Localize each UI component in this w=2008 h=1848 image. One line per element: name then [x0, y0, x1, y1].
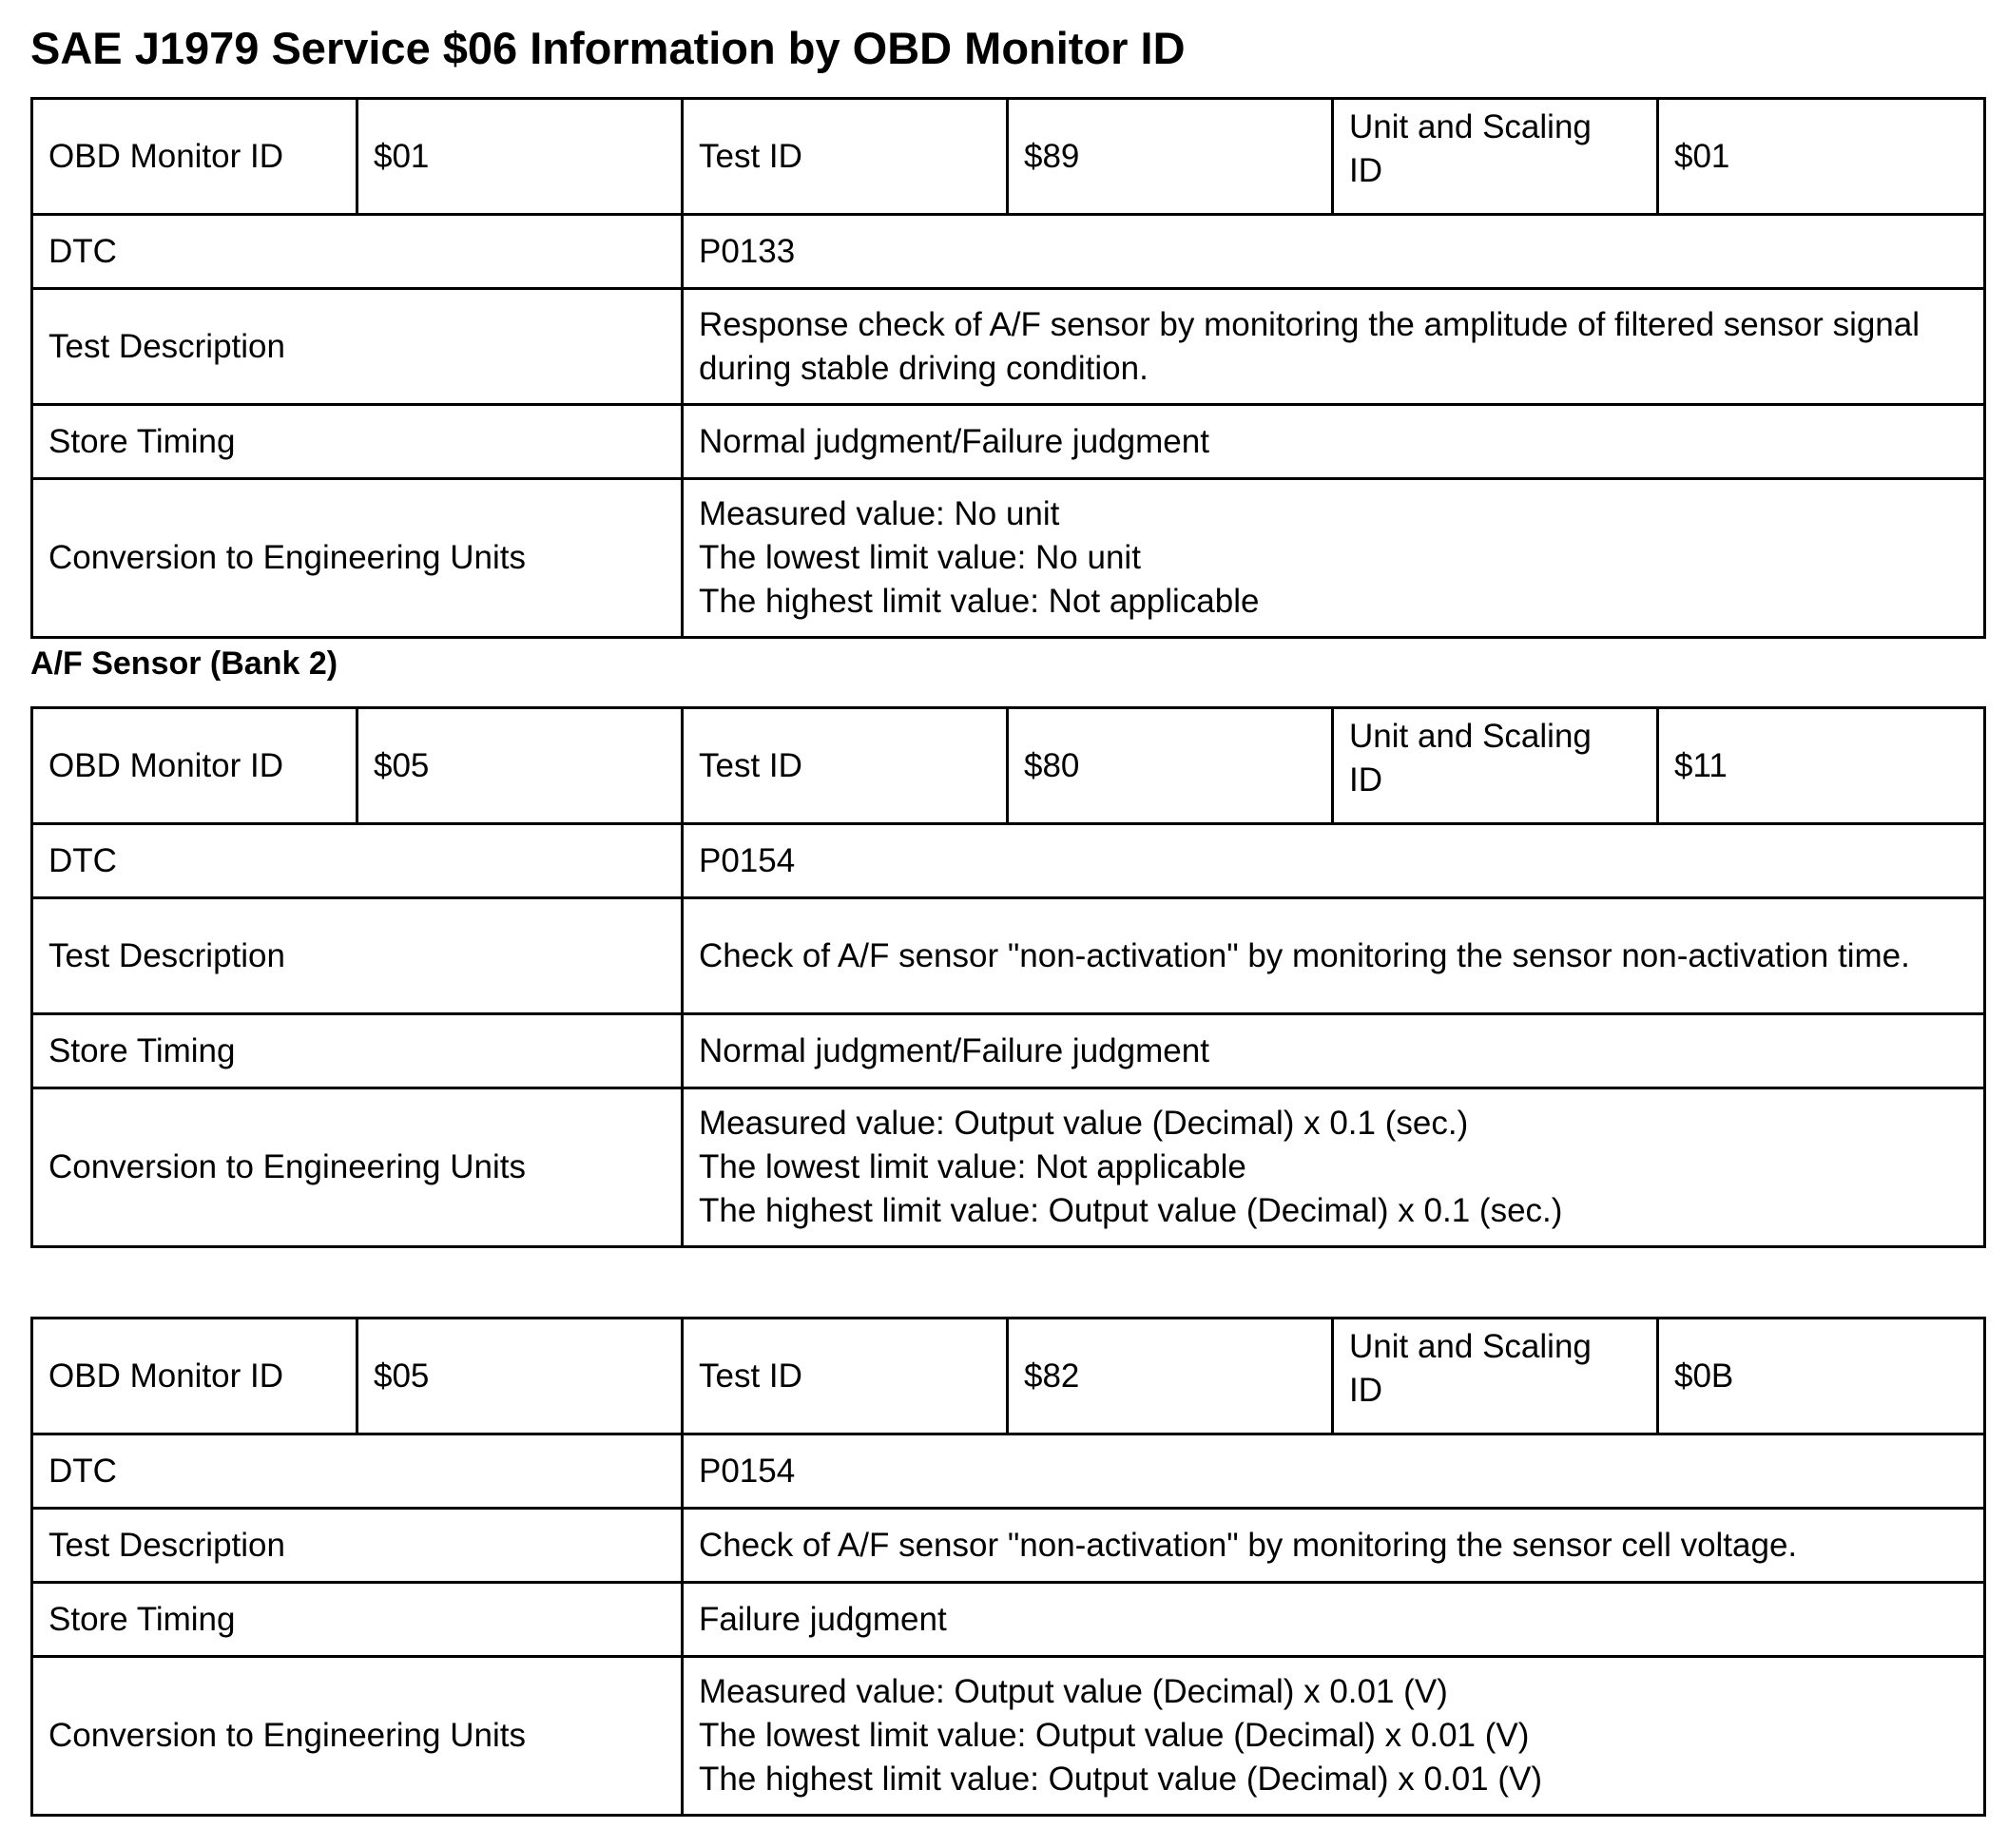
section-heading: A/F Sensor (Bank 2) — [30, 645, 338, 682]
unit-scaling-id-label: Unit and Scaling ID — [1333, 708, 1658, 824]
test-id-label: Test ID — [683, 1319, 1008, 1434]
conversion-value: Measured value: Output value (Decimal) x 0.01 (V) The lowest limit value: Output value (Decimal) x 0.01 (V) The highest limit value: Output value (Decimal) x 0.01 (V) — [683, 1657, 1985, 1816]
store-timing-label: Store Timing — [32, 405, 683, 479]
test-description-label: Test Description — [32, 1509, 683, 1583]
dtc-value: P0154 — [683, 1434, 1985, 1509]
test-id-label: Test ID — [683, 708, 1008, 824]
table-row — [32, 1434, 1985, 1509]
test-description-label: Test Description — [32, 898, 683, 1014]
obd-monitor-id-value: $05 — [357, 1319, 683, 1434]
table-row — [32, 1657, 1985, 1816]
test-description-value: Response check of A/F sensor by monitoring the amplitude of filtered sensor signal during stable driving condition. — [683, 289, 1985, 405]
table-row — [32, 99, 1985, 215]
dtc-label: DTC — [32, 824, 683, 898]
conversion-value: Measured value: No unit The lowest limit value: No unit The highest limit value: Not applicable — [683, 479, 1985, 638]
store-timing-label: Store Timing — [32, 1583, 683, 1657]
monitor-table-1 — [30, 97, 1986, 639]
conversion-label: Conversion to Engineering Units — [32, 479, 683, 638]
unit-scaling-id-label: Unit and Scaling ID — [1333, 99, 1658, 215]
obd-monitor-id-value: $05 — [357, 708, 683, 824]
table-row — [32, 405, 1985, 479]
table-row — [32, 1583, 1985, 1657]
conversion-value: Measured value: Output value (Decimal) x 0.1 (sec.) The lowest limit value: Not applicable The highest limit value: Output value (Decimal) x 0.1 (sec.) — [683, 1088, 1985, 1247]
unit-scaling-id-label: Unit and Scaling ID — [1333, 1319, 1658, 1434]
store-timing-value: Normal judgment/Failure judgment — [683, 405, 1985, 479]
obd-monitor-id-value: $01 — [357, 99, 683, 215]
conversion-label: Conversion to Engineering Units — [32, 1657, 683, 1816]
test-id-value: $80 — [1008, 708, 1333, 824]
test-description-value: Check of A/F sensor "non-activation" by monitoring the sensor non-activation time. — [683, 898, 1985, 1014]
obd-monitor-id-label: OBD Monitor ID — [32, 1319, 357, 1434]
conversion-label: Conversion to Engineering Units — [32, 1088, 683, 1247]
table-row — [32, 1088, 1985, 1247]
obd-monitor-id-label: OBD Monitor ID — [32, 99, 357, 215]
store-timing-label: Store Timing — [32, 1014, 683, 1088]
table-row — [32, 824, 1985, 898]
dtc-label: DTC — [32, 1434, 683, 1509]
test-description-label: Test Description — [32, 289, 683, 405]
test-id-label: Test ID — [683, 99, 1008, 215]
test-id-value: $89 — [1008, 99, 1333, 215]
dtc-value: P0154 — [683, 824, 1985, 898]
obd-monitor-id-label: OBD Monitor ID — [32, 708, 357, 824]
table-row — [32, 1319, 1985, 1434]
store-timing-value: Failure judgment — [683, 1583, 1985, 1657]
dtc-label: DTC — [32, 215, 683, 289]
monitor-table-2 — [30, 706, 1986, 1248]
table-row — [32, 1509, 1985, 1583]
table-row — [32, 215, 1985, 289]
unit-scaling-id-value: $01 — [1658, 99, 1985, 215]
page-title: SAE J1979 Service $06 Information by OBD Monitor ID — [30, 23, 1186, 73]
test-id-value: $82 — [1008, 1319, 1333, 1434]
dtc-value: P0133 — [683, 215, 1985, 289]
unit-scaling-id-value: $11 — [1658, 708, 1985, 824]
table-row — [32, 1014, 1985, 1088]
monitor-table-3 — [30, 1317, 1986, 1817]
store-timing-value: Normal judgment/Failure judgment — [683, 1014, 1985, 1088]
test-description-value: Check of A/F sensor "non-activation" by monitoring the sensor cell voltage. — [683, 1509, 1985, 1583]
table-row — [32, 708, 1985, 824]
table-row — [32, 289, 1985, 405]
table-row — [32, 898, 1985, 1014]
table-row — [32, 479, 1985, 638]
unit-scaling-id-value: $0B — [1658, 1319, 1985, 1434]
